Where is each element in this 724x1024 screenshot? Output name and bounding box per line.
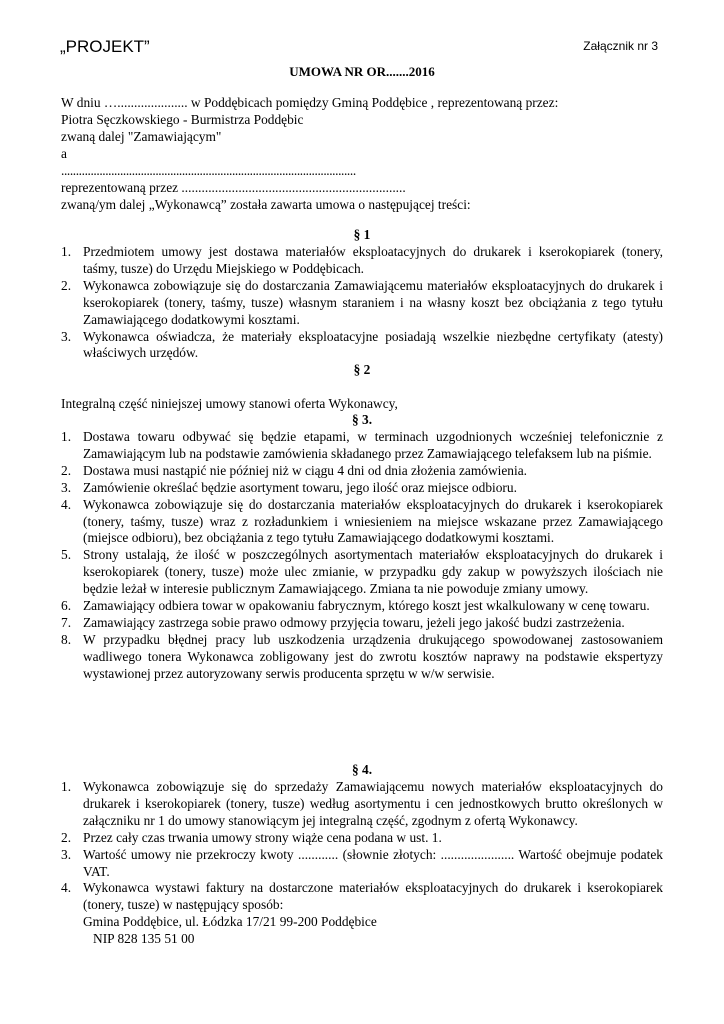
list-item: 5. Strony ustalają, że ilość w poszczególnych asortymentach materiałów eksploatacyjnych do drukarek i kserokopiarek (tonery, tusze) może ulec zmianie, w przypadku gdy zakup w powyższych ilościach nie będzie leżał w interesie publicznym Zamawiającego. Zmiana ta nie powoduje zmiany umowy. bbox=[61, 547, 663, 597]
list-item: 3. Zamówienie określać będzie asortyment towaru, jego ilość oraz miejsce odbioru. bbox=[61, 479, 517, 495]
list-item: 2. Przez cały czas trwania umowy strony wiąże cena podana w ust. 1. bbox=[61, 829, 442, 845]
section-3-heading: § 3. bbox=[351, 412, 373, 427]
intro-line: a bbox=[61, 146, 67, 161]
intro-line: zwaną/ym dalej „Wykonawcą” została zawarta umowa o następującej treści: bbox=[61, 197, 471, 212]
section-3-list bbox=[61, 429, 663, 683]
section-1-list bbox=[61, 244, 663, 362]
list-item: 1. Przedmiotem umowy jest dostawa materiałów eksploatacyjnych do drukarek i kserokopiarek (tonery, taśmy, tusze) do Urzędu Miejskiego w Poddębicach. bbox=[61, 244, 663, 276]
recipient-address: Gmina Poddębice, ul. Łódzka 17/21 99-200 Poddębice bbox=[83, 914, 377, 930]
list-item: 7. Zamawiający zastrzega sobie prawo odmowy przyjęcia towaru, jeżeli jego jakość budzi zastrzeżenia. bbox=[61, 614, 625, 630]
list-item: 1. Wykonawca zobowiązuje się do sprzedaży Zamawiającemu nowych materiałów eksploatacyjnych do drukarek i kserokopiarek (tonery, tusze) według asortymentu i cen jednostkowych brutto określonych w załączniku nr 1 do umowy stanowiącym jej integralną część, zgodnym z ofertą Wykonawcy. bbox=[61, 779, 663, 828]
list-item: 3. Wartość umowy nie przekroczy kwoty ............ (słownie złotych: ...................... Wartość obejmuje podatek VAT. bbox=[61, 846, 663, 879]
project-label: „PROJEKT” bbox=[60, 37, 150, 56]
section-4-heading: § 4. bbox=[351, 762, 373, 777]
list-item: 2. Dostawa musi nastąpić nie później niż w ciągu 4 dni od dnia złożenia zamówienia. bbox=[61, 462, 527, 478]
intro-block bbox=[61, 94, 671, 213]
contract-title: UMOWA NR OR.......2016 bbox=[289, 64, 435, 79]
section-1-heading: § 1 bbox=[353, 227, 371, 242]
section-4-list bbox=[61, 779, 663, 948]
recipient-nip: NIP 828 135 51 00 bbox=[83, 931, 195, 947]
section-2-heading: § 2 bbox=[353, 362, 371, 377]
list-item: 6. Zamawiający odbiera towar w opakowaniu fabrycznym, którego koszt jest wkalkulowany w cenę towaru. bbox=[61, 598, 650, 614]
intro-line: zwaną dalej "Zamawiającym" bbox=[61, 129, 222, 144]
section-2-text: Integralną część niniejszej umowy stanowi oferta Wykonawcy, bbox=[61, 396, 398, 411]
attachment-label: Załącznik nr 3 bbox=[583, 39, 658, 53]
list-item: 2. Wykonawca zobowiązuje się do dostarczania Zamawiającemu materiałów eksploatacyjnych do drukarek i kserokopiarek (tonery, taśmy, tusze) własnym staraniem i na własny koszt bez obciążania z tego tytułu Zamawiającego dodatkowymi kosztami. bbox=[61, 277, 663, 327]
list-item: 1. Dostawa towaru odbywać się będzie etapami, w terminach uzgodnionych wcześniej telefonicznie z Zamawiającym lub na podstawie zamówienia składanego przez Zamawiającego telefaksem lub na piśmie. bbox=[61, 429, 663, 461]
intro-line: reprezentowaną przez ................................................................... bbox=[61, 180, 406, 195]
list-item: 4. Wykonawca wystawi faktury na dostarczone materiałów eksploatacyjnych do drukarek i kserokopiarek (tonery, tusze) w następujący sposób: bbox=[61, 880, 663, 913]
list-item: 8. W przypadku błędnej pracy lub uszkodzenia urządzenia drukującego spowodowanej zastosowaniem wadliwego tonera Wykonawca zobligowany jest do zwrotu kosztów naprawy na podstawie ekspertyzy wystawionej przez autoryzowany serwis producenta sprzętu w w/w serwisie. bbox=[61, 631, 663, 681]
intro-line: .................................................................................................... bbox=[61, 163, 356, 178]
intro-line: W dniu …..................... w Poddębicach pomiędzy Gminą Poddębice , reprezentowaną przez: bbox=[61, 95, 559, 110]
list-item: 3. Wykonawca oświadcza, że materiały eksploatacyjne posiadają wszelkie niezbędne certyfikaty (atesty) właściwych urzędów. bbox=[61, 328, 663, 361]
list-item: 4. Wykonawca zobowiązuje się do dostarczania materiałów eksploatacyjnych do drukarek i kserokopiarek (tonery, taśmy, tusze) wraz z rozładunkiem i wniesieniem na miejsce wskazane przez Zamawiającego (miejsce odbioru), bez obciążania z tego tytułu Zamawiającego dodatkowymi kosztami. bbox=[61, 496, 663, 546]
intro-line: Piotra Sęczkowskiego - Burmistrza Poddębic bbox=[61, 112, 304, 127]
